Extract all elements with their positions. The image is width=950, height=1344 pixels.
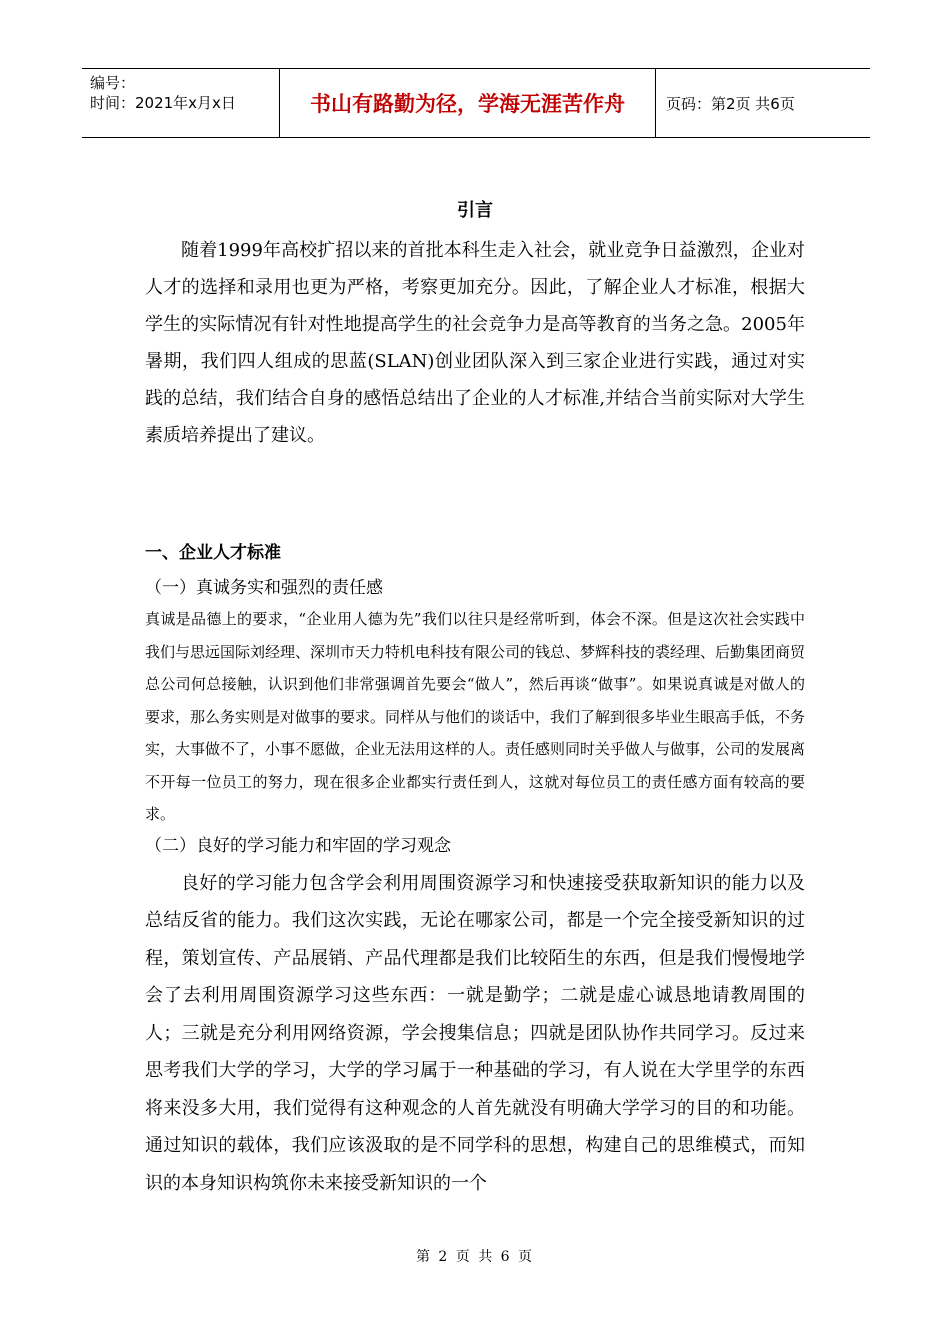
intro-paragraph: 随着1999年高校扩招以来的首批本科生走入社会，就业竞争日益激烈，企业对人才的选择和录用也更为严格，考察更加充分。因此，了解企业人才标准，根据大学生的实际情况有针对性地提高学生的社会竞争力是高等教育的当务之急。2005年暑期，我们四人组成的思蓝(SLAN)创业团队深入到三家企业进行实践，通过对实践的总结，我们结合自身的感悟总结出了企业的人才标准,并结合当前实际对大学生素质培养提出了建议。	[145, 240, 805, 446]
subsection-heading-1: （一）真诚务实和强烈的责任感	[145, 578, 383, 598]
page-header	[82, 68, 870, 138]
document-body	[145, 190, 805, 1202]
subsection-heading-2: （二）良好的学习能力和牢固的学习观念	[145, 835, 451, 856]
header-motto: 书山有路勤为径，学海无涯苦作舟	[280, 69, 656, 137]
header-page-number: 页码：第2页 共6页	[666, 94, 795, 113]
header-meta	[82, 69, 280, 137]
page-footer: 第 2 页 共 6 页	[415, 1249, 535, 1265]
section-heading: 一、企业人才标准	[145, 543, 281, 563]
header-time: 时间：2021年x月x日	[90, 94, 236, 112]
document-title: 引言	[457, 200, 493, 221]
header-number: 编号：	[90, 74, 136, 92]
subsection-body-2: 良好的学习能力包含学会利用周围资源学习和快速接受获取新知识的能力以及总结反省的能力。我们这次实践，无论在哪家公司，都是一个完全接受新知识的过程，策划宣传、产品展销、产品代理都是我们比较陌生的东西，但是我们慢慢地学会了去利用周围资源学习这些东西：一就是勤学；二就是虚心诚恳地请教周围的人；三就是充分利用网络资源，学会搜集信息；四就是团队协作共同学习。反过来思考我们大学的学习，大学的学习属于一种基础的学习，有人说在大学里学的东西将来没多大用，我们觉得有这种观念的人首先就没有明确大学学习的目的和功能。通过知识的载体，我们应该汲取的是不同学科的思想，构建自己的思维模式，而知识的本身知识构筑你未来接受新知识的一个	[145, 872, 805, 1194]
subsection-body-1: 真诚是品德上的要求，“企业用人德为先”我们以往只是经常听到，体会不深。但是这次社会实践中我们与思远国际刘经理、深圳市天力特机电科技有限公司的钱总、梦辉科技的裘经理、后勤集团商贸总公司何总接触，认识到他们非常强调首先要会“做人”，然后再谈“做事”。如果说真诚是对做人的要求，那么务实则是对做事的要求。同样从与他们的谈话中，我们了解到很多毕业生眼高手低，不务实，大事做不了，小事不愿做，企业无法用这样的人。责任感则同时关乎做人与做事，公司的发展离不开每一位员工的努力，现在很多企业都实行责任到人，这就对每位员工的责任感方面有较高的要求。	[145, 610, 806, 823]
